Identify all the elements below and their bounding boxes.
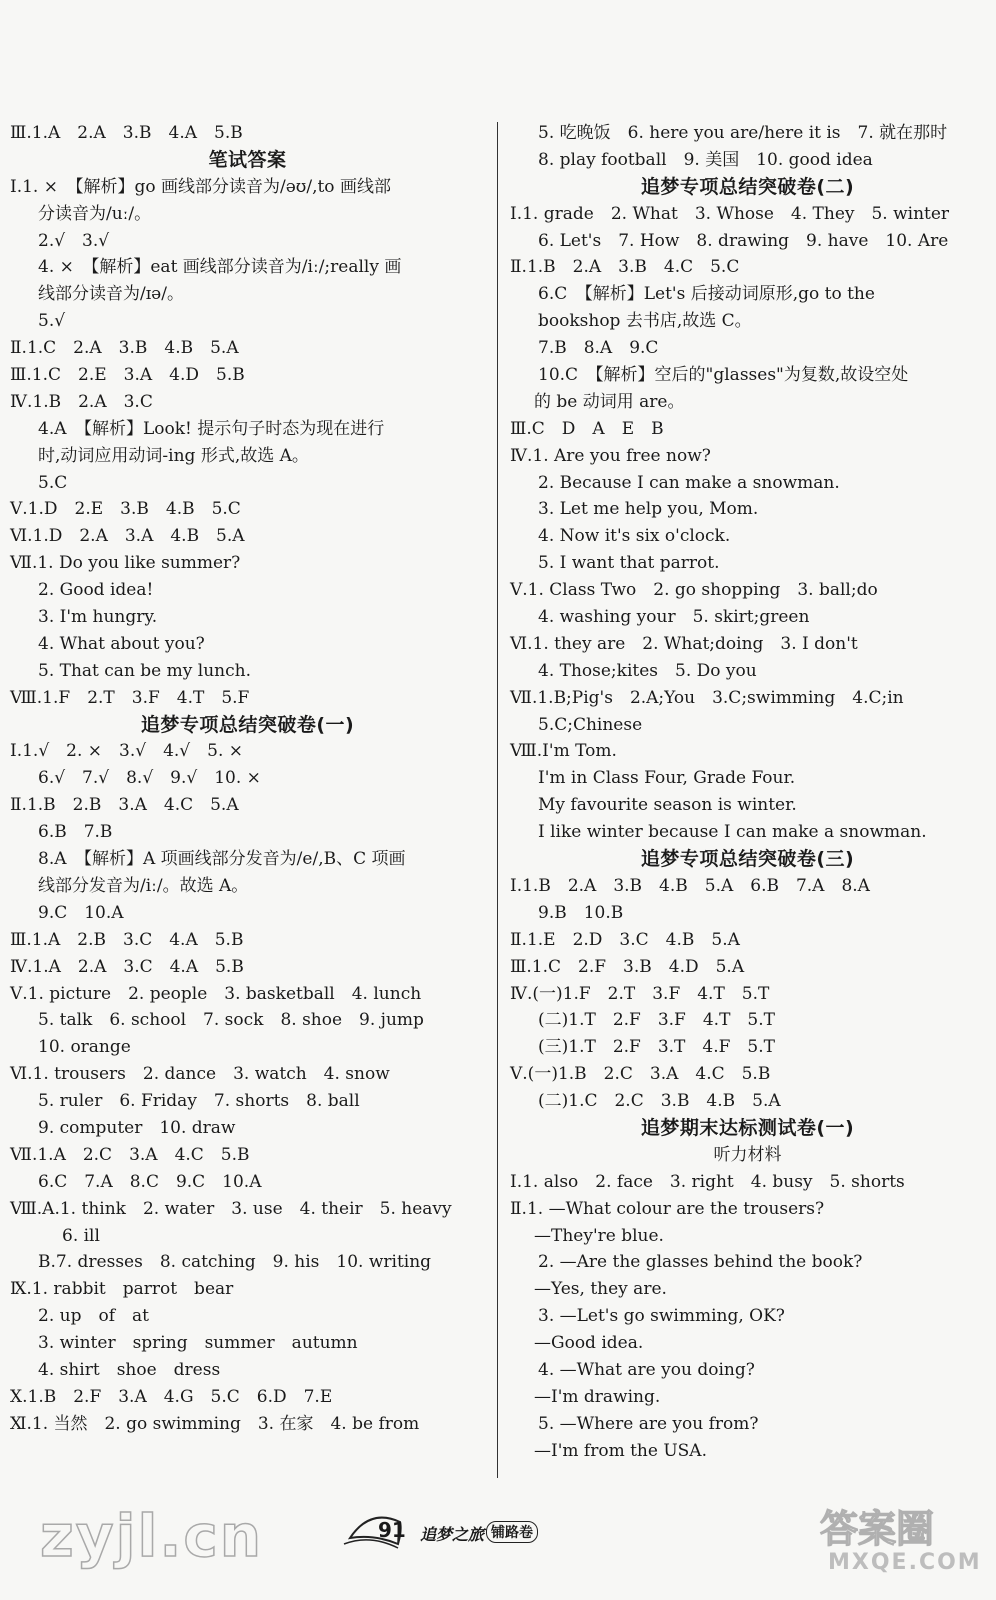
right-answer-column <box>510 120 985 1465</box>
answer-line: B.7. dresses 8. catching 9. his 10. writing <box>38 1252 432 1273</box>
answer-line: Ⅶ.1.B;Pig's 2.A;You 3.C;swimming 4.C;in <box>510 687 904 708</box>
page-number: 91 <box>378 1518 406 1542</box>
answer-line: Ⅴ.1. picture 2. people 3. basketball 4. lunch <box>10 983 422 1004</box>
answer-line: Ⅲ.1.C 2.F 3.B 4.D 5.A <box>510 956 745 977</box>
answer-line: 4. What about you? <box>38 633 205 654</box>
answer-line: 2.√ 3.√ <box>38 230 110 251</box>
answer-line: 5.C;Chinese <box>538 714 643 735</box>
answer-line: 4. shirt shoe dress <box>38 1359 221 1380</box>
answer-line: 9. computer 10. draw <box>38 1117 236 1138</box>
answer-line: 7.B 8.A 9.C <box>538 338 659 359</box>
series-logo-badge: 铺路卷 <box>486 1521 538 1543</box>
answer-line: 6.C 7.A 8.C 9.C 10.A <box>38 1171 262 1192</box>
answer-line: 6.C 【解析】Let's 后接动词原形,go to the <box>538 284 875 305</box>
answer-line: 5. talk 6. school 7. sock 8. shoe 9. jump <box>38 1010 424 1031</box>
answer-line: (三)1.T 2.F 3.T 4.F 5.T <box>538 1037 775 1058</box>
answer-line: Ⅳ.1.A 2.A 3.C 4.A 5.B <box>10 956 244 977</box>
answer-line: 5. —Where are you from? <box>538 1413 759 1434</box>
section-heading: 追梦专项总结突破卷(三) <box>640 848 855 871</box>
answer-line: Ⅶ.1. Do you like summer? <box>10 553 241 574</box>
answer-line: I like winter because I can make a snowman. <box>538 822 927 843</box>
answer-line: 6.B 7.B <box>38 822 113 843</box>
answer-line: Ⅷ.1.F 2.T 3.F 4.T 5.F <box>10 687 250 708</box>
answer-line: 6.√ 7.√ 8.√ 9.√ 10. × <box>38 768 261 789</box>
answer-line: 2. up of at <box>38 1306 149 1327</box>
answer-line: 5. I want that parrot. <box>538 553 720 574</box>
answer-line: 4. washing your 5. skirt;green <box>538 607 810 628</box>
watermark-mxqe <box>820 1498 980 1578</box>
answer-line: —Yes, they are. <box>534 1279 667 1300</box>
answer-line: 9.B 10.B <box>538 902 624 923</box>
section-subheading: 听力材料 <box>713 1144 782 1165</box>
section-heading: 追梦专项总结突破卷(二) <box>640 175 855 198</box>
answer-line: Ⅶ.1.A 2.C 3.A 4.C 5.B <box>10 1144 250 1165</box>
answer-line: Ⅲ.C D A E B <box>510 418 664 439</box>
answer-line: 5.C <box>38 472 68 493</box>
answer-line: 3. —Let's go swimming, OK? <box>538 1306 785 1327</box>
answer-line: Ⅵ.1. they are 2. What;doing 3. I don't <box>510 633 858 654</box>
answer-line: Ⅱ.1.B 2.A 3.B 4.C 5.C <box>510 257 740 278</box>
answer-line: Ⅲ.1.A 2.B 3.C 4.A 5.B <box>10 929 244 950</box>
answer-line: 线部分发音为/iː/。故选 A。 <box>38 875 249 896</box>
answer-line: —I'm drawing. <box>534 1386 661 1407</box>
answer-line: 5.√ <box>38 311 66 332</box>
answer-line: Ⅰ.1. also 2. face 3. right 4. busy 5. shorts <box>510 1171 905 1192</box>
watermark-mxqe-url: MXQE.COM <box>828 1550 982 1575</box>
answer-line: —Good idea. <box>534 1333 644 1354</box>
answer-line: Ⅸ.1. rabbit parrot bear <box>10 1279 234 1300</box>
answer-line: 5. ruler 6. Friday 7. shorts 8. ball <box>38 1091 360 1112</box>
left-answer-column <box>10 120 485 1438</box>
answer-line: 6. Let's 7. How 8. drawing 9. have 10. Are <box>538 230 949 251</box>
answer-line: 9.C 10.A <box>38 902 124 923</box>
answer-line: 3. Let me help you, Mom. <box>538 499 759 520</box>
answer-line: 3. I'm hungry. <box>38 607 158 628</box>
answer-line: 的 be 动词用 are。 <box>534 391 685 412</box>
series-logo-text: 追梦之旅 <box>420 1525 485 1544</box>
answer-line: Ⅴ.1.D 2.E 3.B 4.B 5.C <box>10 499 241 520</box>
answer-line: 8. play football 9. 美国 10. good idea <box>538 149 873 170</box>
answer-line: Ⅵ.1.D 2.A 3.A 4.B 5.A <box>10 526 245 547</box>
answer-line: 4. Those;kites 5. Do you <box>538 660 757 681</box>
answer-line: Ⅴ.(一)1.B 2.C 3.A 4.C 5.B <box>510 1064 771 1085</box>
answer-line: Ⅵ.1. trousers 2. dance 3. watch 4. snow <box>10 1064 390 1085</box>
answer-line: 10.C 【解析】空后的"glasses"为复数,故设空处 <box>538 365 909 386</box>
answer-line: 2. —Are the glasses behind the book? <box>538 1252 863 1273</box>
answer-line: Ⅲ.1.C 2.E 3.A 4.D 5.B <box>10 365 245 386</box>
answer-line: Ⅰ.1. × 【解析】go 画线部分读音为/əʊ/,to 画线部 <box>10 176 391 197</box>
answer-line: Ⅳ.1. Are you free now? <box>510 445 711 466</box>
answer-line: 4. Now it's six o'clock. <box>538 526 731 547</box>
answer-line: I'm in Class Four, Grade Four. <box>538 768 796 789</box>
answer-line: Ⅱ.1. —What colour are the trousers? <box>510 1198 825 1219</box>
answer-line: 10. orange <box>38 1037 131 1058</box>
answer-line: Ⅱ.1.B 2.B 3.A 4.C 5.A <box>10 795 239 816</box>
watermark-mxqe-title: 答案圈 <box>820 1507 935 1551</box>
answer-line: Ⅷ.A.1. think 2. water 3. use 4. their 5. heavy <box>10 1198 452 1219</box>
answer-line: 5. That can be my lunch. <box>38 660 251 681</box>
answer-line: 分读音为/uː/。 <box>38 203 152 224</box>
answer-line: Ⅹ.1.B 2.F 3.A 4.G 5.C 6.D 7.E <box>10 1386 333 1407</box>
answer-line: 6. ill <box>62 1225 100 1246</box>
answer-line: 2. Good idea! <box>38 580 154 601</box>
answer-line: —They're blue. <box>534 1225 664 1246</box>
answer-line: 4.A 【解析】Look! 提示句子时态为现在进行 <box>38 418 385 439</box>
answer-line: bookshop 去书店,故选 C。 <box>538 311 752 332</box>
column-divider <box>497 122 498 1478</box>
page-footer <box>0 1488 996 1588</box>
answer-line: 线部分读音为/ɪə/。 <box>38 284 184 305</box>
answer-line: Ⅰ.1.B 2.A 3.B 4.B 5.A 6.B 7.A 8.A <box>510 875 870 896</box>
answer-line: 8.A 【解析】A 项画线部分发音为/e/,B、C 项画 <box>38 849 406 870</box>
answer-line: 3. winter spring summer autumn <box>38 1333 358 1354</box>
answer-line: Ⅲ.1.A 2.A 3.B 4.A 5.B <box>10 123 243 143</box>
answer-line: Ⅳ.1.B 2.A 3.C <box>10 391 153 412</box>
answer-line: —I'm from the USA. <box>534 1440 707 1461</box>
answer-line: Ⅱ.1.E 2.D 3.C 4.B 5.A <box>510 929 740 950</box>
section-heading: 追梦专项总结突破卷(一) <box>140 713 355 736</box>
answer-line: Ⅺ.1. 当然 2. go swimming 3. 在家 4. be from <box>10 1413 420 1434</box>
answer-line: Ⅰ.1.√ 2. × 3.√ 4.√ 5. × <box>10 741 244 762</box>
answer-line: (二)1.T 2.F 3.F 4.T 5.T <box>538 1010 775 1031</box>
answer-line: 2. Because I can make a snowman. <box>538 472 840 493</box>
answer-line: Ⅱ.1.C 2.A 3.B 4.B 5.A <box>10 338 239 359</box>
answer-line: Ⅳ.(一)1.F 2.T 3.F 4.T 5.T <box>510 983 770 1004</box>
answer-line: 5. 吃晚饭 6. here you are/here it is 7. 就在那时 <box>538 123 948 143</box>
answer-line: 时,动词应用动词-ing 形式,故选 A。 <box>38 445 309 466</box>
answer-line: My favourite season is winter. <box>538 795 797 816</box>
answer-line: (二)1.C 2.C 3.B 4.B 5.A <box>538 1091 781 1112</box>
answer-line: Ⅰ.1. grade 2. What 3. Whose 4. They 5. winter <box>510 203 950 224</box>
answer-line: 4. × 【解析】eat 画线部分读音为/iː/;really 画 <box>38 257 402 278</box>
answer-line: 4. —What are you doing? <box>538 1359 755 1380</box>
answer-line: Ⅷ.I'm Tom. <box>510 741 617 762</box>
watermark-zyjl: zyjl.cn <box>40 1502 264 1570</box>
section-heading: 笔试答案 <box>208 148 287 171</box>
answer-line: Ⅴ.1. Class Two 2. go shopping 3. ball;do <box>510 580 878 601</box>
section-heading: 追梦期末达标测试卷(一) <box>640 1116 855 1139</box>
